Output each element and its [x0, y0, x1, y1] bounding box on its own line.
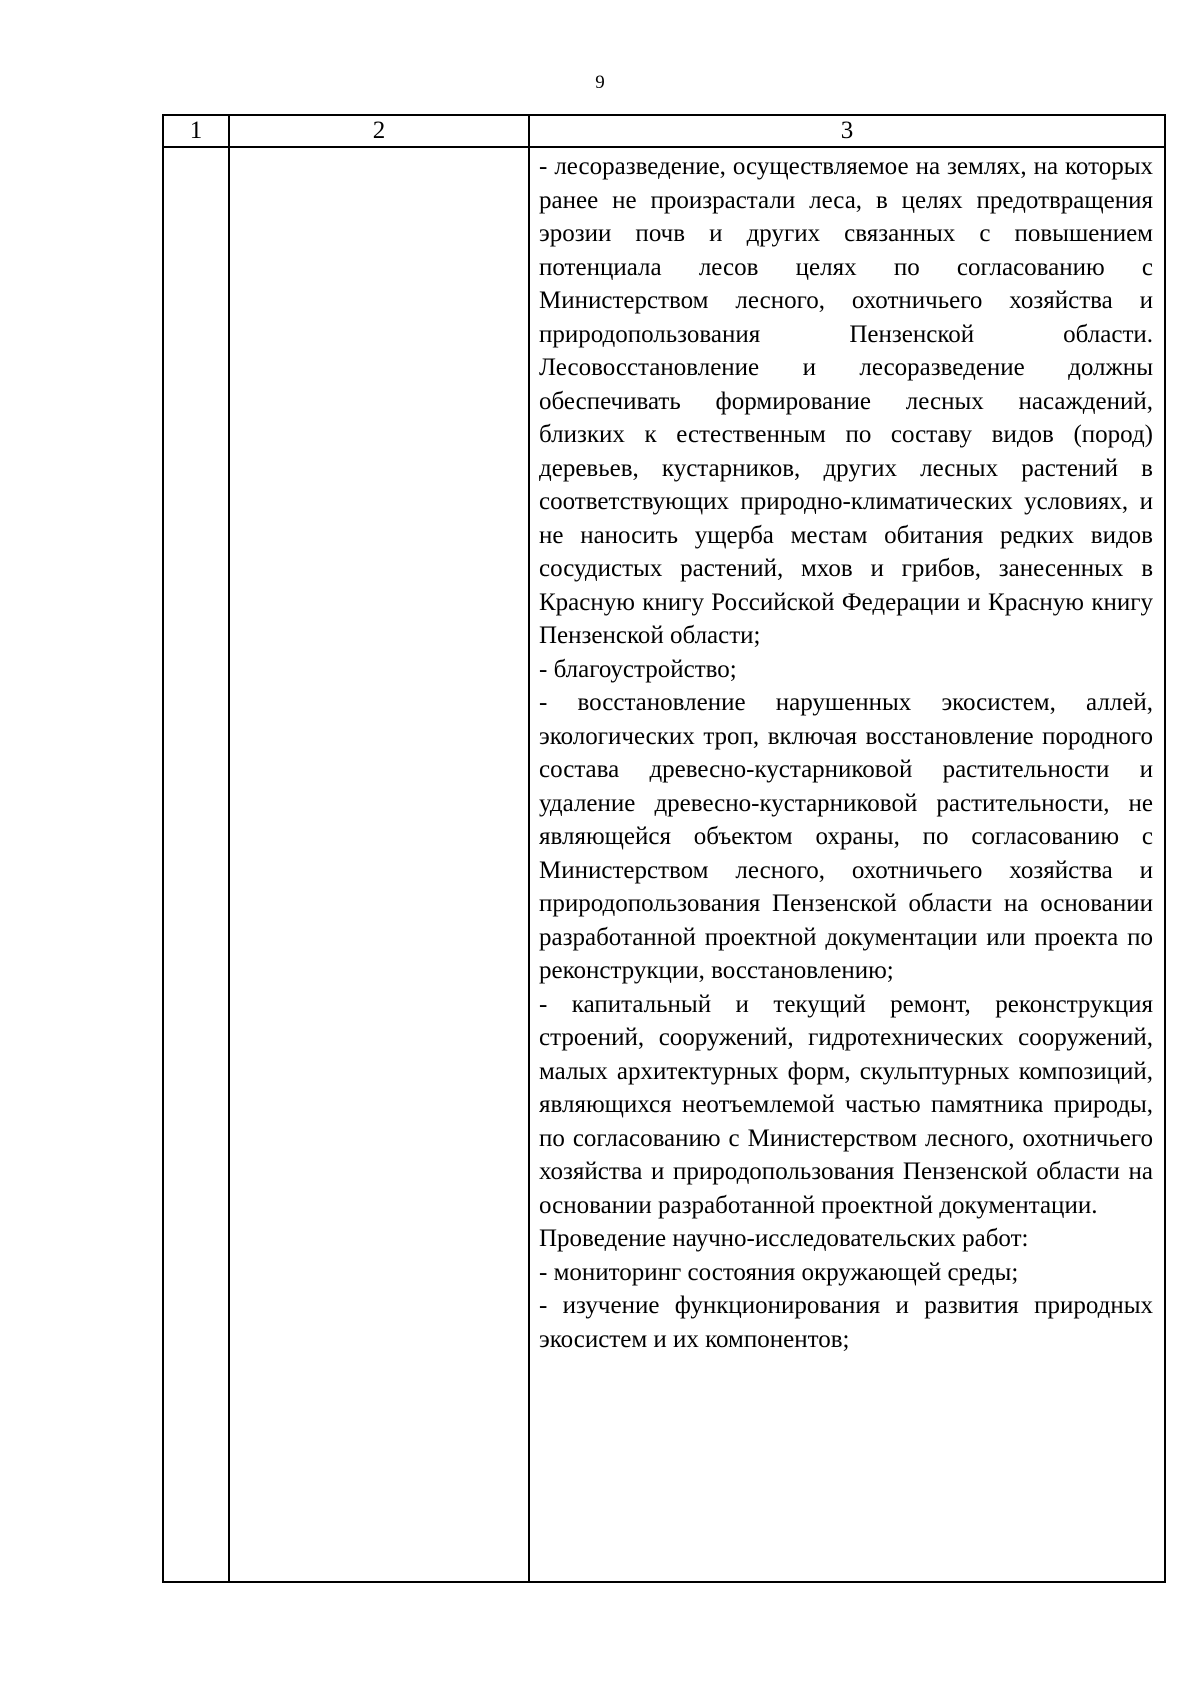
paragraph-landscaping: - благоустройство; [539, 655, 737, 683]
column-header-2: 2 [229, 115, 529, 147]
paragraph-reforestation: - лесоразведение, осуществляемое на землях, на которых ранее не произрастали леса, в целях предотвращения эрозии почв и других связанных с повышением потенциала лесов целях по согласованию с Министерством лесного, охотничьего хозяйства и природопользования Пензенской области. Лесовосстановление и лесоразведение должны обеспечивать формирование лесных насаждений, близких к естественным по составу видов (пород) деревьев, кустарников, других лесных растений в соответствующих природно-климатических условиях, и не наносить ущерба местам обитания редких видов сосудистых растений, мхов и грибов, занесенных в Красную книгу Российской Федерации и Красную книгу Пензенской области; [539, 153, 1153, 649]
table-row [163, 147, 1165, 1582]
paragraph-research-heading: Проведение научно-исследовательских работ: [539, 1225, 1029, 1252]
cell-col1 [163, 147, 229, 1582]
table-header-row [163, 115, 1165, 147]
paragraph-monitoring: - мониторинг состояния окружающей среды; [539, 1258, 1019, 1286]
cell-col2 [229, 147, 529, 1582]
column-header-3: 3 [529, 115, 1165, 147]
cell-col3 [529, 147, 1165, 1582]
paragraph-ecosystem-study: - изучение функционирования и развития природных экосистем и их компонентов; [539, 1292, 1153, 1353]
regulation-table [162, 114, 1166, 1583]
paragraph-ecosystem-restoration: - восстановление нарушенных экосистем, аллей, экологических троп, включая восстановление породного состава древесно-кустарниковой растительности и удаление древесно-кустарниковой растительности, не являющейся объектом охраны, по согласованию с Министерством лесного, охотничьего хозяйства и природопользования Пензенской области на основании разработанной проектной документации или проекта по реконструкции, восстановлению; [539, 689, 1153, 984]
column-header-1: 1 [163, 115, 229, 147]
page-number: 9 [595, 72, 605, 93]
paragraph-repair-reconstruction: - капитальный и текущий ремонт, реконструкция строений, сооружений, гидротехнических сооружений, малых архитектурных форм, скульптурных композиций, являющихся неотъемлемой частью памятника природы, по согласованию с Министерством лесного, охотничьего хозяйства и природопользования Пензенской области на основании разработанной проектной документации. [539, 990, 1153, 1219]
